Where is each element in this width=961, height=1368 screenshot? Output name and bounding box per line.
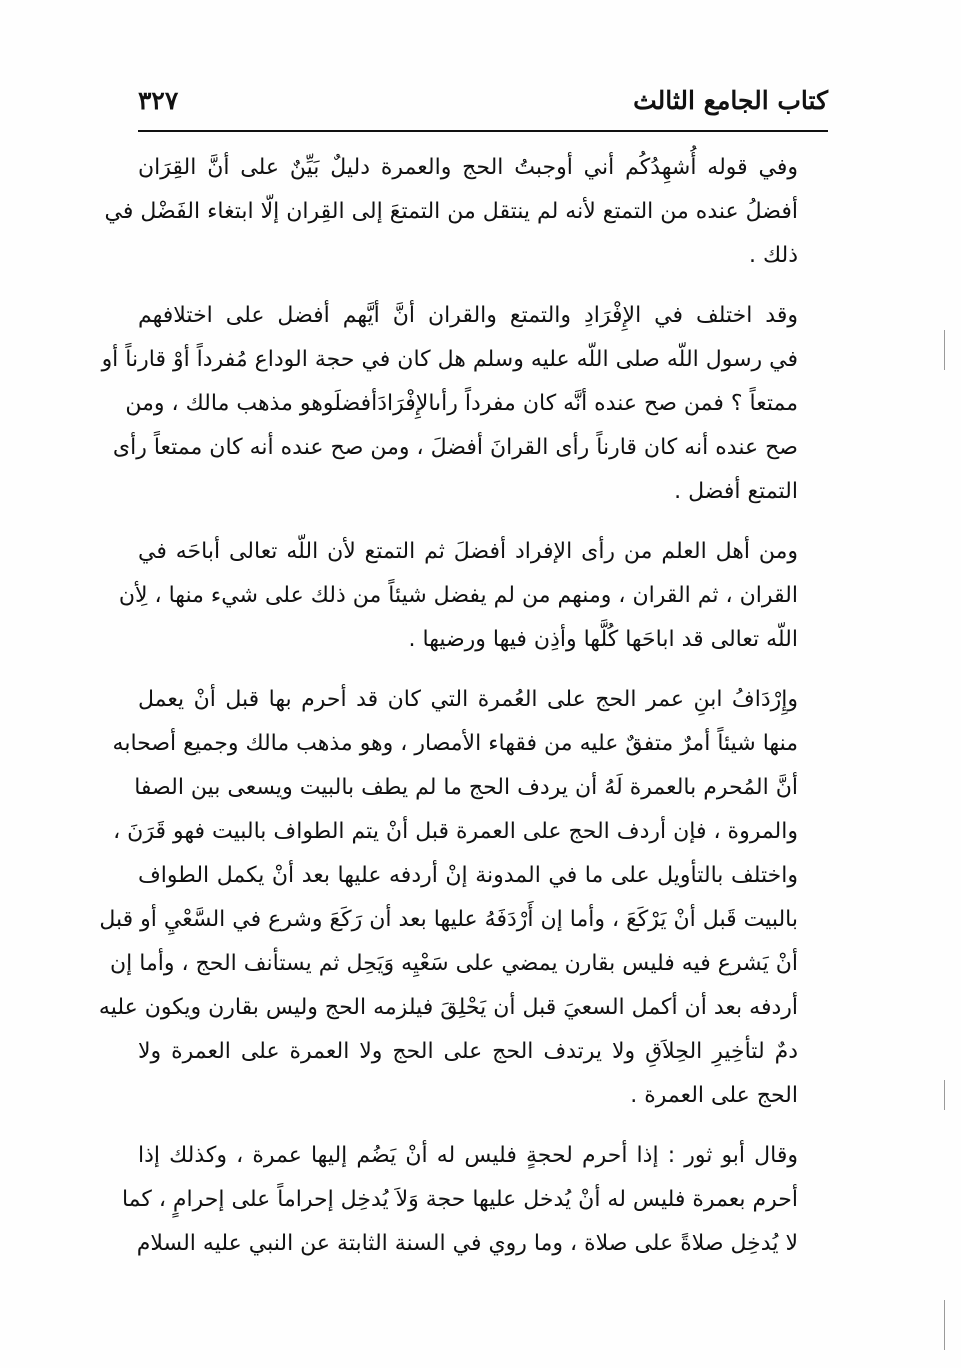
text-line: وفي قوله أُشهِدُكُم أني أوجبتُ الحج والعمرة دليلٌ بَيِّنٌ على أنَّ القِرَان — [138, 155, 798, 180]
chapter-title: كتاب الجامع الثالث — [633, 86, 828, 115]
text-line: الحج على العمرة . — [630, 1083, 798, 1108]
paragraph — [101, 294, 828, 514]
scan-margin-mark — [944, 1300, 945, 1350]
text-line: لا يُدخِل صلاةً على صلاة ، وما روي في السنة الثابتة عن النبي عليه السلام — [136, 1231, 798, 1256]
text-line: أحرم بعمرة فليس له أنْ يُدخل عليها حجة وَلاَ يُدخِل إحراماً على إحرامٍ ، كما — [121, 1187, 798, 1212]
text-line: اللّه تعالى قد اباحَها كُلَّها وأذِن فيها ورضيها . — [408, 627, 798, 652]
text-line: أفضلُ عنده من التمتع لأنه لم ينتقل من التمتعَ إلى القِران إلّا ابتغاء الفَضْل في — [104, 199, 798, 224]
paragraph — [118, 530, 828, 662]
text-line: ممتعاً ؟ فمن صح عنده أنَّه كان مفرداً رأىالإِفْرَادَأفضلَوهو مذهب مالك ، ومن — [125, 391, 798, 416]
text-line: وقد اختلف في الإِفْرَادِ والتمتع والقران أنَّ أيَّهم أفضل على اختلافهم — [138, 303, 798, 328]
text-line: ومن أهل العلم من رأى الإفراد أفضلَ ثم التمتع لأن اللّه تعالى أباحَه في — [138, 539, 798, 564]
text-line: أردفه بعد أن أكمل السعيَ قبل أن يَحْلِقَ فيلزمه الحج وليس بقارن ويكون عليه — [98, 995, 798, 1020]
text-line: وقال أبو ثور : إذا أحرم لحجةٍ فليس له أنْ يَضُم إليها عمرة ، وكذلك إذا — [138, 1143, 798, 1168]
text-line: دمٌ لتأخِيرِ الحِلاَقِ ولا يرتدف الحج على الحج ولا العمرة على العمرة ولا — [138, 1039, 798, 1064]
text-line: ذلك . — [748, 243, 798, 268]
body-text — [98, 146, 828, 1282]
text-line: أنَّ المُحرم بالعمرة لَهُ أن يردف الحج ما لم يطف بالبيت ويسعى بين الصفا — [134, 775, 798, 800]
text-line: منها شيئاً أمرٌ متفقٌ عليه من فقهاء الأمصار ، وهو مذهب مالك وجميع أصحابه — [112, 731, 798, 756]
text-line: بالبيت قَبل أنْ يَرْكَعَ ، وأما إن أَرْدَفَهُ عليها بعد أن رَكَعَ وشرع في السَّعْيِ أو قبل — [99, 907, 798, 932]
paragraph — [104, 146, 828, 278]
text-line: واختلف بالتأويل على ما في المدونة إنْ أردفه عليها بعد أنْ يكمل الطواف — [138, 863, 798, 888]
text-line: التمتع أفضل . — [674, 479, 798, 504]
text-line: صح عنده أنه كان قارناً رأى القرانَ أفضلَ ، ومن صح عنده أنه كان ممتعاً رأى — [112, 435, 798, 460]
paragraph — [98, 678, 828, 1118]
text-line: وإِرْدَافُ ابنِ عمر الحج على العُمرة التي كان قد أحرم بها قبل أنْ يعمل — [138, 687, 798, 712]
text-line: القران ، ثم القران ، ومنهم من لم يفضل شيئاً من ذلك على شيء منها ، لِأن — [118, 583, 798, 608]
scan-margin-mark — [944, 330, 945, 370]
paragraph — [121, 1134, 828, 1266]
header-divider — [138, 130, 828, 132]
text-line: والمروة ، فإن أردف الحج على العمرة قبل أنْ يتم الطواف بالبيت فهو قَرَنَ ، — [113, 819, 798, 844]
page-number: ٣٢٧ — [138, 86, 179, 115]
text-line: في رسول اللّه صلى اللّه عليه وسلم هل كان في حجة الوداع مُفرداً أوْ قارناً أو — [101, 347, 798, 372]
text-line: أنْ يَشرع فيه فليس بقارن يمضي على سَعْيِه وَيَحِل ثم يستأنف الحج ، وأما إن — [109, 951, 798, 976]
running-header — [138, 86, 828, 126]
scan-margin-mark — [944, 1080, 945, 1110]
